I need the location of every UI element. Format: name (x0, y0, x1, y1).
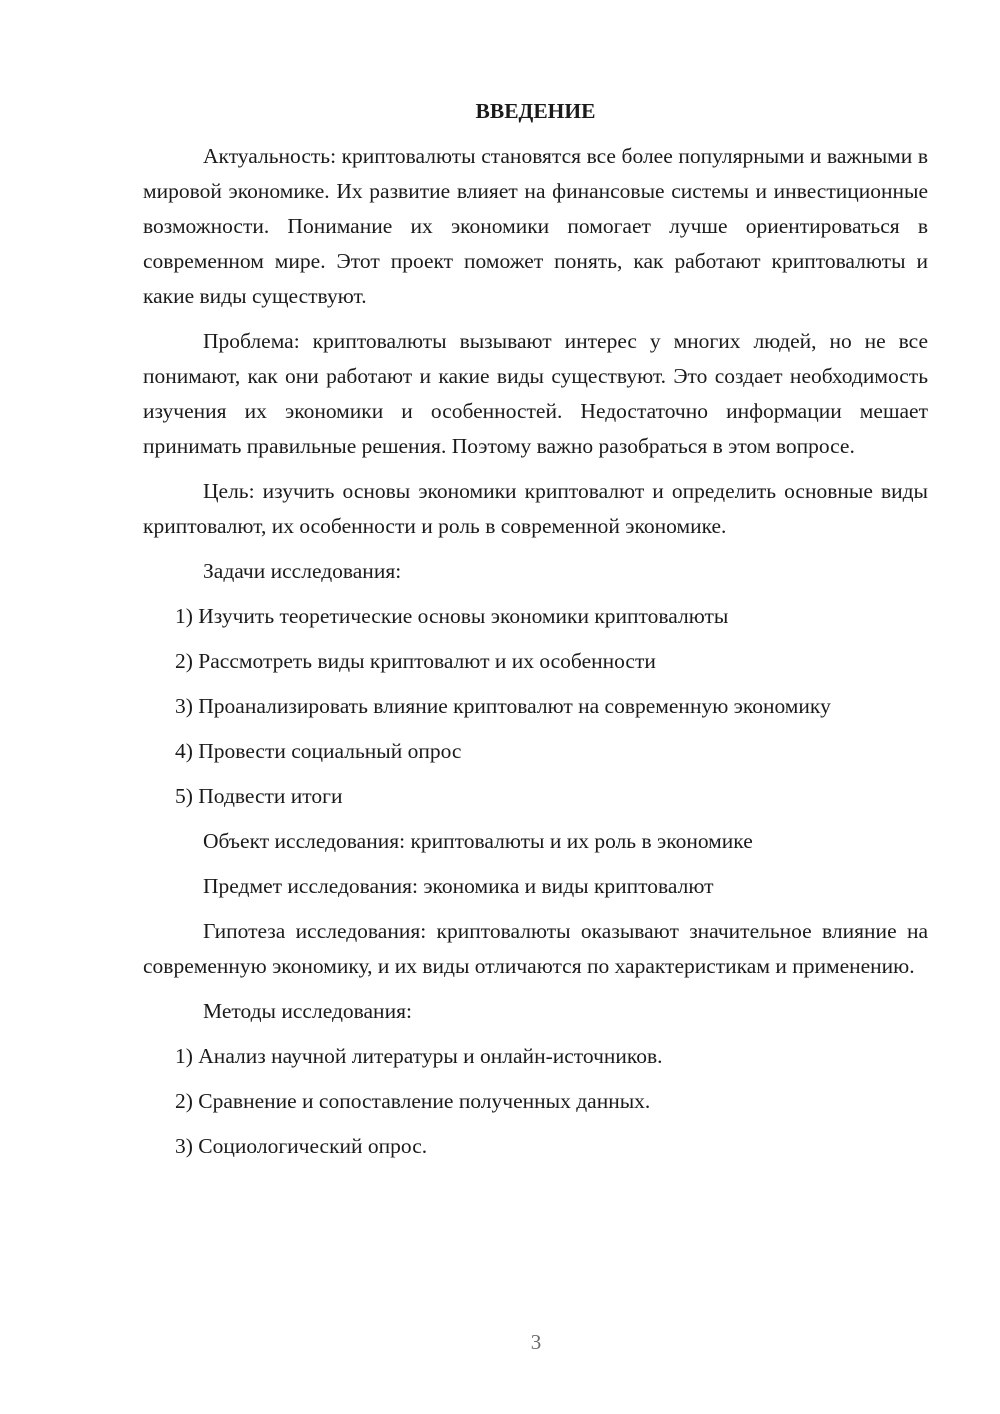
goal-paragraph: Цель: изучить основы экономики криптовалют и определить основные виды криптовалют, их особенности и роль в современной экономике. (143, 479, 928, 538)
page-number: 3 (530, 1330, 542, 1354)
task-item: 5) Подвести итоги (175, 784, 343, 808)
task-item: 2) Рассмотреть виды криптовалют и их особенности (175, 649, 656, 673)
problem-paragraph: Проблема: криптовалюты вызывают интерес у многих людей, но не все понимают, как они работают и какие виды существуют. Это создает необходимость изучения их экономики и особенностей. Недостаточно информации мешает принимать правильные решения. Поэтому важно разобраться в этом вопросе. (143, 329, 928, 458)
page-title: ВВЕДЕНИЕ (475, 99, 596, 123)
hypothesis-paragraph: Гипотеза исследования: криптовалюты оказывают значительное влияние на современную экономику, и их виды отличаются по характеристикам и применению. (143, 919, 928, 978)
method-item: 3) Социологический опрос. (175, 1134, 428, 1158)
research-object: Объект исследования: криптовалюты и их роль в экономике (203, 829, 753, 853)
task-item: 3) Проанализировать влияние криптовалют на современную экономику (175, 694, 831, 718)
methods-heading: Методы исследования: (203, 999, 412, 1023)
task-item: 4) Провести социальный опрос (175, 739, 462, 763)
method-item: 1) Анализ научной литературы и онлайн-источников. (175, 1044, 663, 1068)
document-page (143, 94, 928, 1174)
task-item: 1) Изучить теоретические основы экономики криптовалюты (175, 604, 729, 628)
relevance-paragraph: Актуальность: криптовалюты становятся все более популярными и важными в мировой экономике. Их развитие влияет на финансовые системы и инвестиционные возможности. Понимание их экономики помогает лучше ориентироваться в современном мире. Этот проект поможет понять, как работают криптовалюты и какие виды существуют. (143, 144, 928, 308)
method-item: 2) Сравнение и сопоставление полученных данных. (175, 1089, 651, 1113)
research-subject: Предмет исследования: экономика и виды криптовалют (203, 874, 714, 898)
tasks-heading: Задачи исследования: (203, 559, 402, 583)
